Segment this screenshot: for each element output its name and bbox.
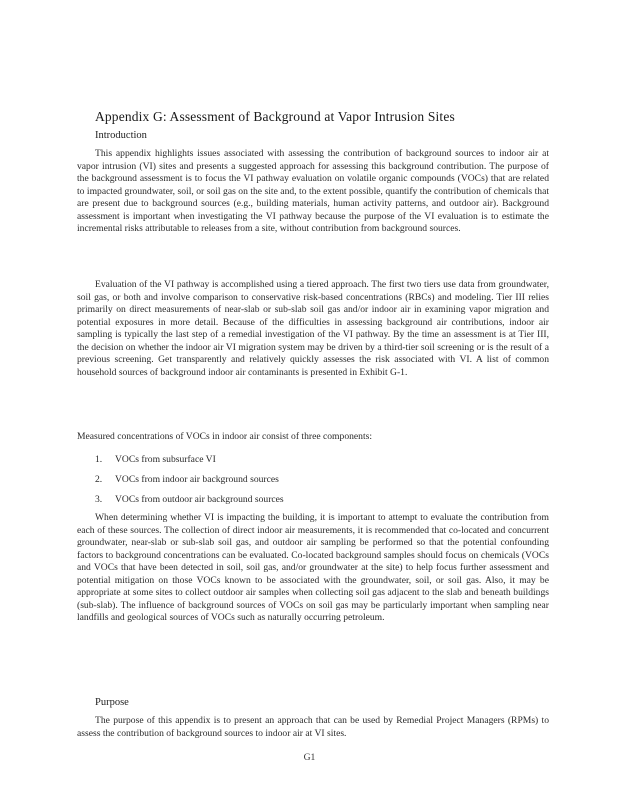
- paragraph-determining-background: When determining whether VI is impacting the building, it is important to attempt to evaluate the contribution from each of these sources. The collection of direct indoor air measurements, it is recommended that co-located and concurrent groundwater, near-slab or sub-slab soil gas, and outdoor air sampling be performed so that the potential confounding factors to background concentrations can be evaluated. Co-located background samples should focus on chemicals (VOCs and VOCs that have been detected in soil, soil gas, and/or groundwater at the site) to help focus further assessment and potential mitigation on those VOCs known to be associated with the groundwater, soil, or soil gas. Also, it may be appropriate at some sites to collect outdoor air samples when collecting soil gas adjacent to the slab and beneath buildings (sub-slab). The influence of background sources of VOCs on soil gas may be particularly important when sampling near landfills and geological sources of VOCs such as naturally occurring petroleum.: [77, 512, 549, 623]
- section-heading-introduction: Introduction: [95, 130, 147, 141]
- section-heading-purpose: Purpose: [95, 697, 129, 708]
- page-number: G1: [303, 752, 316, 763]
- paragraph-introduction-2: Evaluation of the VI pathway is accomplished using a tiered approach. The first two tiers use data from groundwater, soil gas, or both and involve comparison to conservative risk-based concentrations (RBCs) and modeling. Tier III relies primarily on direct measurements of near-slab or sub-slab soil gas and/or indoor air in examining vapor migration and potential exposures in more detail. Because of the difficulties in assessing background air contributions, indoor air sampling is typically the last step of a remedial investigation of the VI pathway. By the time an assessment is at Tier III, the decision on whether the indoor air VI migration system may be driven by a third-tier soil screening or is the result of a previous screening. Get transparently and relatively quickly assesses the risk associated with VI. A list of common household sources of background indoor air contaminants is presented in Exhibit G-1.: [77, 279, 549, 378]
- list-item-number: 3.: [95, 494, 103, 505]
- page-title: Appendix G: Assessment of Background at Vapor Intrusion Sites: [95, 109, 455, 124]
- list-item-text: VOCs from subsurface VI: [115, 454, 216, 465]
- paragraph-measured-concentrations: Measured concentrations of VOCs in indoor air consist of three components:: [77, 431, 373, 442]
- component-list: [95, 450, 284, 510]
- list-item: [95, 450, 284, 470]
- list-item-text: VOCs from indoor air background sources: [115, 474, 279, 485]
- list-item-number: 1.: [95, 454, 103, 465]
- list-item: [95, 470, 284, 490]
- list-item: [95, 490, 284, 510]
- paragraph-purpose: The purpose of this appendix is to present an approach that can be used by Remedial Project Managers (RPMs) to assess the contribution of background sources to indoor air at VI sites.: [77, 715, 549, 739]
- list-item-number: 2.: [95, 474, 103, 485]
- list-item-text: VOCs from outdoor air background sources: [115, 494, 284, 505]
- paragraph-introduction-1: This appendix highlights issues associated with assessing the contribution of background sources to indoor air at vapor intrusion (VI) sites and presents a suggested approach for assessing this background contribution. The purpose of the background assessment is to focus the VI pathway evaluation on volatile organic compounds (VOCs) that are related to impacted groundwater, soil, or soil gas on the site and, to the extent possible, quantify the contribution of chemicals that are present due to background sources (e.g., building materials, human activity patterns, and outdoor air). Background assessment is important when investigating the VI pathway because the purpose of the VI evaluation is to estimate the incremental risks attributable to releases from a site, without contribution from background sources.: [77, 148, 549, 234]
